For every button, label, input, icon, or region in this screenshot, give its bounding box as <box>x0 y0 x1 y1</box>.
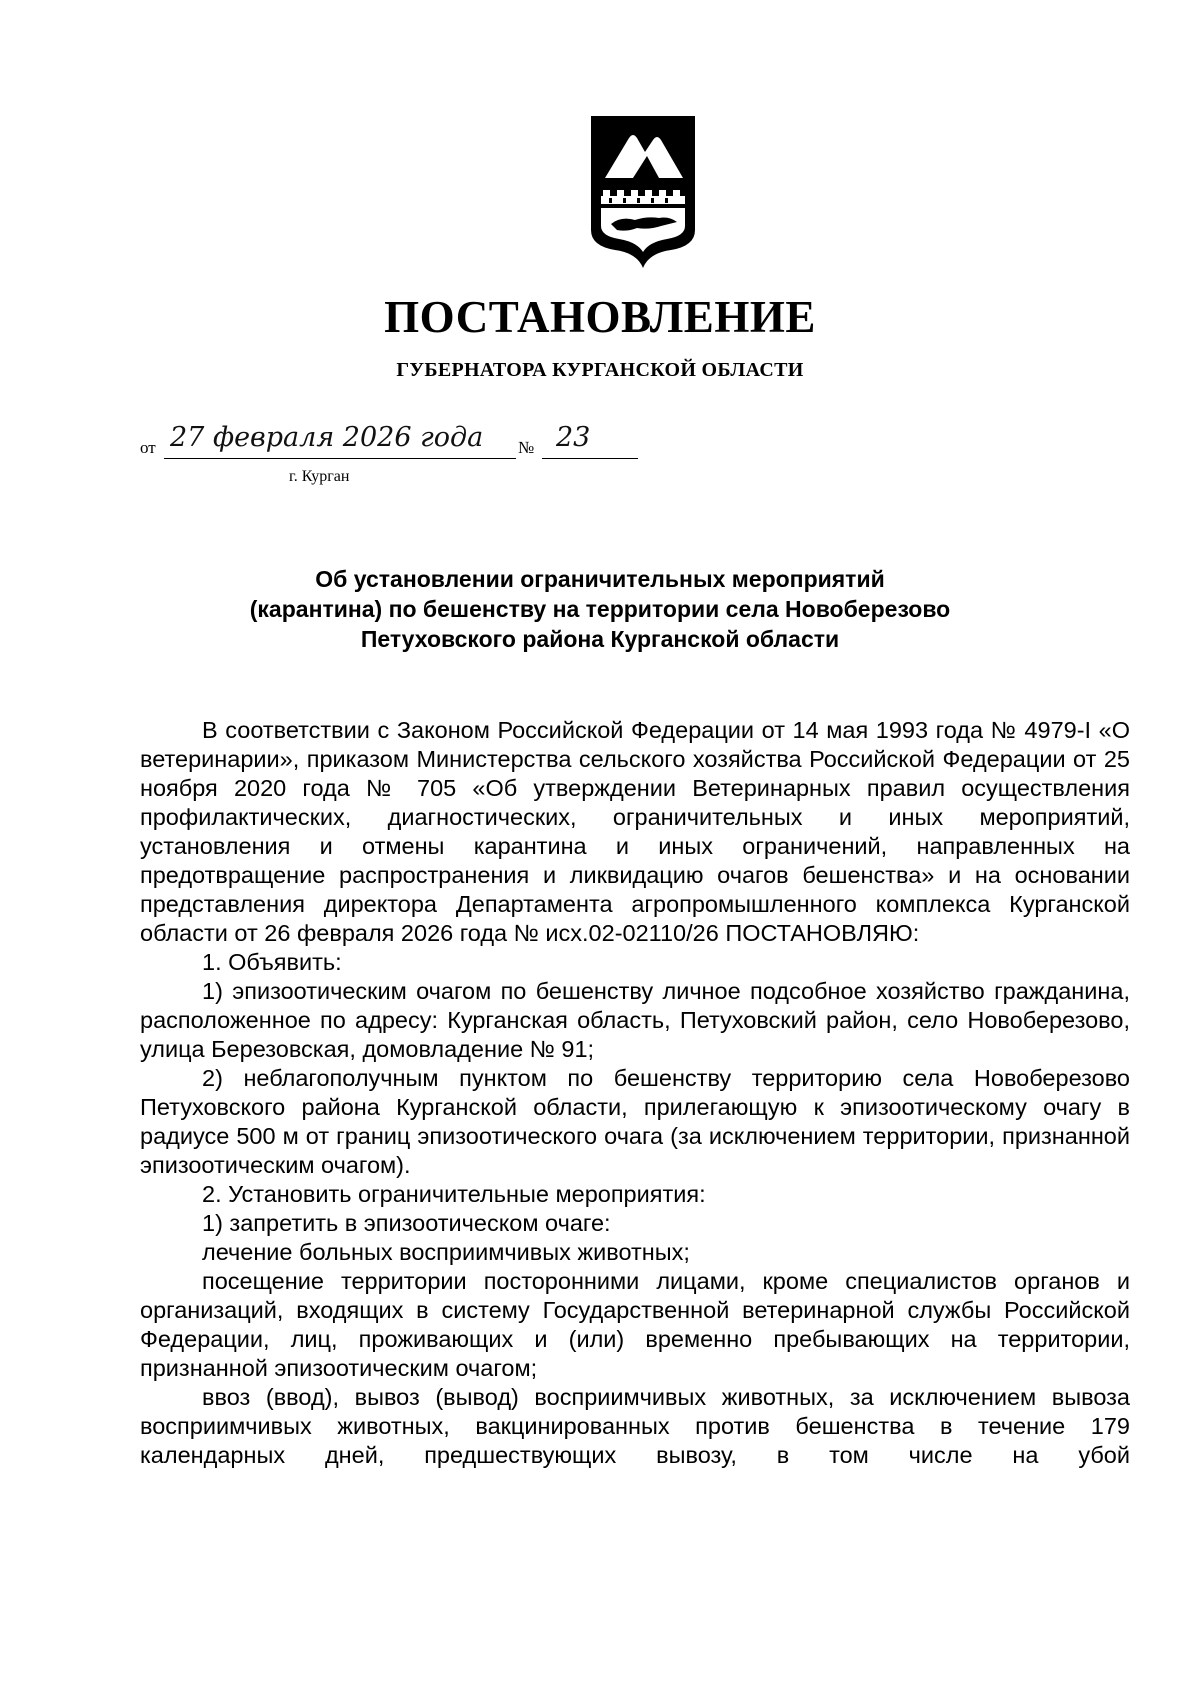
handwritten-date: 27 февраля 2026 года <box>170 422 484 453</box>
body-paragraph: лечение больных восприимчивых животных; <box>202 1239 690 1265</box>
number-label: № <box>518 438 535 457</box>
handwritten-number: 23 <box>556 422 591 453</box>
body-paragraph: В соответствии с Законом Российской Федерации от 14 мая 1993 года № 4979-I «О ветеринарии», приказом Министерства сельского хозяйства Российской Федерации от 25 ноября 2020 года № 705 «Об утверждении Ветеринарных правил осуществления профилактических, диагностических, ограничительных и иных мероприятий, установления и отмены карантина и иных ограничений, направленных на предотвращение распространения и ликвидацию очагов бешенства» и на основании представления директора Департамента агропромышленного комплекса Курганской области от 26 февраля 2026 года № исх.02-02110/26 ПОСТАНОВЛЯЮ: <box>140 717 1130 946</box>
document-body <box>140 716 1130 1470</box>
document-heading <box>0 564 1200 654</box>
dateline <box>140 422 660 466</box>
body-paragraph: 2) неблагополучным пунктом по бешенству территорию села Новоберезово Петуховского района Курганской области, прилегающую к эпизоотическому очагу в радиусе 500 м от границ эпизоотического очага (за исключением территории, признанной эпизоотическим очагом). <box>140 1065 1130 1178</box>
body-paragraph: 1) эпизоотическим очагом по бешенству личное подсобное хозяйство гражданина, расположенное по адресу: Курганская область, Петуховский район, село Новоберезово, улица Березовская, домовладение № 91; <box>140 978 1130 1062</box>
document-title: ПОСТАНОВЛЕНИЕ <box>384 292 816 342</box>
coat-of-arms-icon <box>587 112 699 272</box>
document-subtitle: ГУБЕРНАТОРА КУРГАНСКОЙ ОБЛАСТИ <box>396 359 804 381</box>
body-paragraph: 1) запретить в эпизоотическом очаге: <box>202 1210 611 1236</box>
heading-line: Петуховского района Курганской области <box>360 626 840 652</box>
heading-line: Об установлении ограничительных мероприятий <box>315 566 885 592</box>
heading-line: (карантина) по бешенству на территории села Новоберезово <box>249 596 951 622</box>
body-paragraph: ввоз (ввод), вывоз (вывод) восприимчивых животных, за исключением вывоза восприимчивых животных, вакцинированных против бешенства в течение 179 календарных дней, предшествующих вывозу, в том числе на убой <box>140 1384 1130 1468</box>
body-paragraph: 1. Объявить: <box>202 949 342 975</box>
body-paragraph: 2. Установить ограничительные мероприятия: <box>202 1181 706 1207</box>
from-label: от <box>140 438 156 457</box>
body-paragraph: посещение территории посторонними лицами, кроме специалистов органов и организаций, входящих в систему Государственной ветеринарной службы Российской Федерации, лиц, проживающих и (или) временно пребывающих на территории, признанной эпизоотическим очагом; <box>140 1268 1130 1381</box>
city-label: г. Курган <box>289 468 350 485</box>
